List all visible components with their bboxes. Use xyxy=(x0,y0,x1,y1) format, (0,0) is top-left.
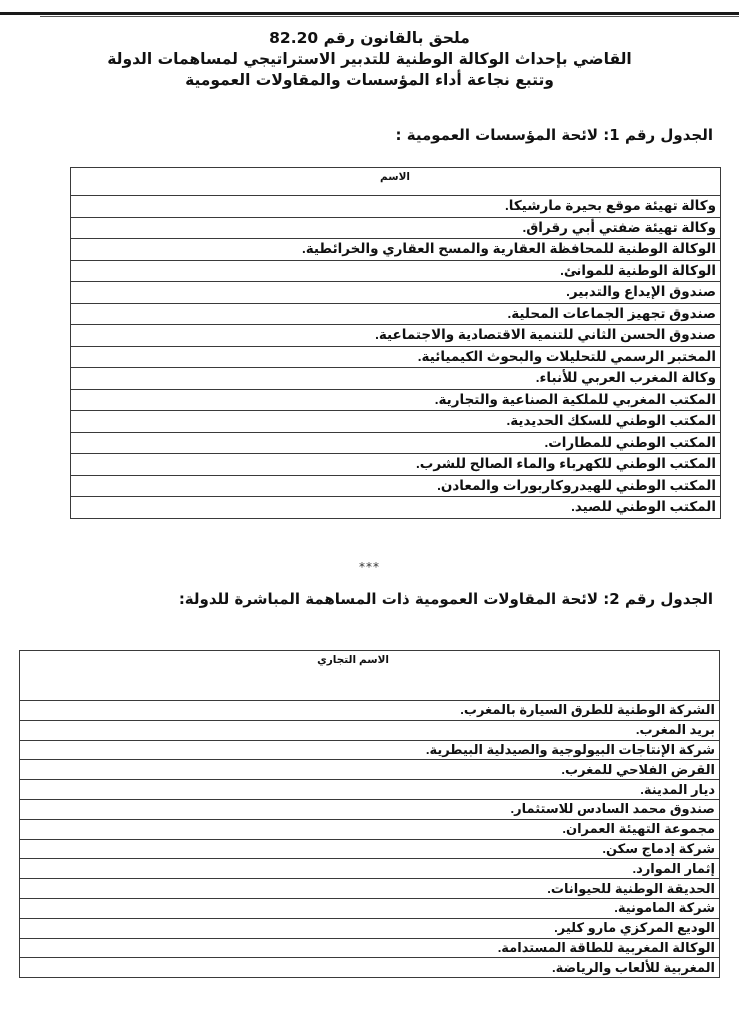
title-line-3: وتتبع نجاعة أداء المؤسسات والمقاولات العمومية xyxy=(185,71,554,89)
table-cell: وكالة تهيئة ضفتي أبي رقراق. xyxy=(71,217,721,239)
table-row xyxy=(71,389,721,411)
table-row xyxy=(20,859,720,879)
table-cell: صندوق تجهيز الجماعات المحلية. xyxy=(71,303,721,325)
table-cell: الحديقة الوطنية للحيوانات. xyxy=(20,879,720,899)
table-row xyxy=(20,819,720,839)
table-row xyxy=(71,411,721,433)
public-enterprises-table xyxy=(19,650,720,978)
table-row xyxy=(71,260,721,282)
table-cell: المكتب المغربي للملكية الصناعية والتجارية. xyxy=(71,389,721,411)
table-cell: القرض الفلاحي للمغرب. xyxy=(20,760,720,780)
title-line-1: ملحق بالقانون رقم 82.20 xyxy=(269,29,470,47)
table-row xyxy=(71,303,721,325)
table-cell: الوديع المركزي مارو كلير. xyxy=(20,918,720,938)
table-1-heading: الجدول رقم 1: لائحة المؤسسات العمومية : xyxy=(395,126,713,144)
table-cell: شركة الإنتاجات البيولوجية والصيدلية البيطرية. xyxy=(20,740,720,760)
table-row xyxy=(71,217,721,239)
table-row xyxy=(71,325,721,347)
table-cell: بريد المغرب. xyxy=(20,720,720,740)
table-row xyxy=(71,475,721,497)
table-row xyxy=(20,958,720,978)
table-row xyxy=(71,239,721,261)
section-separator: *** xyxy=(359,560,380,574)
table-cell: إثمار الموارد. xyxy=(20,859,720,879)
table-row xyxy=(20,799,720,819)
table-cell: شركة إدماج سكن. xyxy=(20,839,720,859)
table-header-row xyxy=(71,168,721,196)
table-row xyxy=(71,346,721,368)
table-row xyxy=(20,720,720,740)
table-row xyxy=(20,740,720,760)
table-row xyxy=(20,938,720,958)
table-cell: شركة المامونية. xyxy=(20,898,720,918)
table-row xyxy=(20,898,720,918)
table-2-heading: الجدول رقم 2: لائحة المقاولات العمومية ذات المساهمة المباشرة للدولة: xyxy=(178,590,713,608)
table-row xyxy=(20,918,720,938)
table-cell: الوكالة الوطنية للموانئ. xyxy=(71,260,721,282)
column-header-trade-name: الاسم التجاري xyxy=(20,651,720,701)
document-title xyxy=(0,28,739,91)
title-line-2: القاضي بإحداث الوكالة الوطنية للتدبير الاستراتيجي لمساهمات الدولة xyxy=(107,50,632,68)
table-row xyxy=(71,196,721,218)
column-header-name: الاسم xyxy=(71,168,721,196)
table-header-row xyxy=(20,651,720,701)
table-cell: صندوق الحسن الثاني للتنمية الاقتصادية والاجتماعية. xyxy=(71,325,721,347)
top-border-rule-thin xyxy=(40,16,739,17)
table-cell: مجموعة التهيئة العمران. xyxy=(20,819,720,839)
table-row xyxy=(71,497,721,519)
table-row xyxy=(71,282,721,304)
table-cell: وكالة تهيئة موقع بحيرة مارشيكا. xyxy=(71,196,721,218)
table-cell: صندوق محمد السادس للاستثمار. xyxy=(20,799,720,819)
table-row xyxy=(20,879,720,899)
table-row xyxy=(20,760,720,780)
table-cell: المكتب الوطني للصيد. xyxy=(71,497,721,519)
public-institutions-table xyxy=(70,167,721,519)
table-row xyxy=(20,701,720,721)
table-cell: وكالة المغرب العربي للأنباء. xyxy=(71,368,721,390)
table-cell: المكتب الوطني للمطارات. xyxy=(71,432,721,454)
table-cell: المغربية للألعاب والرياضة. xyxy=(20,958,720,978)
table-cell: المختبر الرسمي للتحليلات والبحوث الكيميائية. xyxy=(71,346,721,368)
table-cell: المكتب الوطني للكهرباء والماء الصالح للشرب. xyxy=(71,454,721,476)
table-row xyxy=(71,454,721,476)
table-row xyxy=(20,780,720,800)
table-cell: ديار المدينة. xyxy=(20,780,720,800)
table-cell: صندوق الإيداع والتدبير. xyxy=(71,282,721,304)
table-row xyxy=(20,839,720,859)
table-cell: الوكالة الوطنية للمحافظة العقارية والمسح العقاري والخرائطية. xyxy=(71,239,721,261)
table-cell: المكتب الوطني للهيدروكاربورات والمعادن. xyxy=(71,475,721,497)
table-cell: الشركة الوطنية للطرق السيارة بالمغرب. xyxy=(20,701,720,721)
table-row xyxy=(71,368,721,390)
top-border-rule xyxy=(0,12,739,15)
table-row xyxy=(71,432,721,454)
table-cell: الوكالة المغربية للطاقة المستدامة. xyxy=(20,938,720,958)
table-cell: المكتب الوطني للسكك الحديدية. xyxy=(71,411,721,433)
